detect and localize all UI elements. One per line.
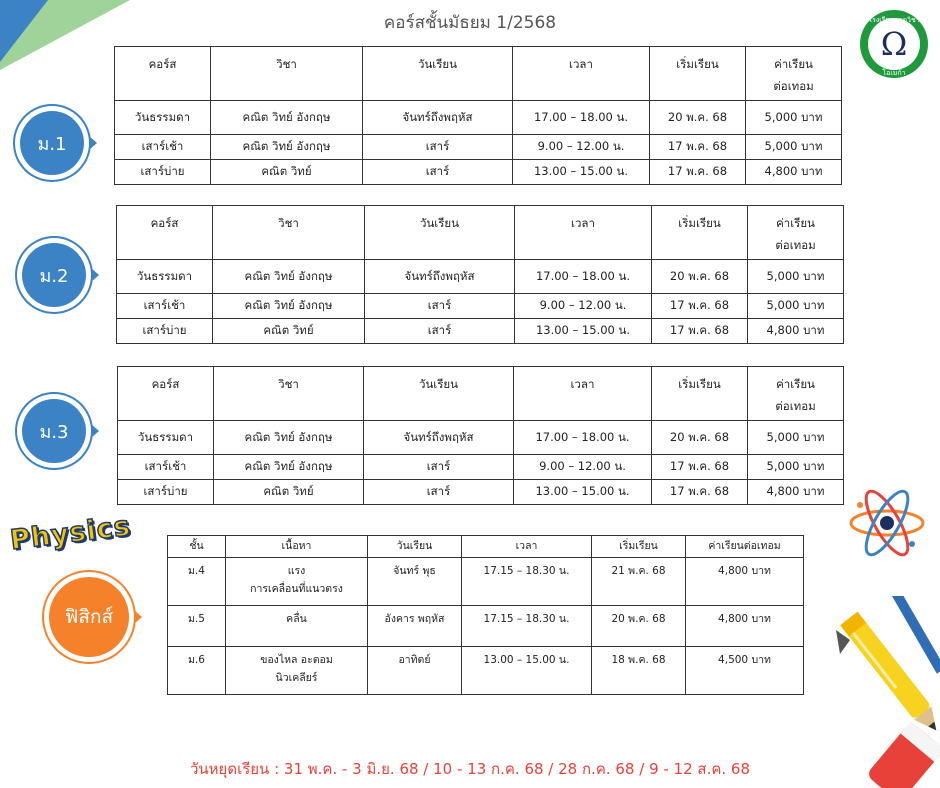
header-start: เริ่มเรียน bbox=[652, 367, 748, 421]
header-course: คอร์ส bbox=[118, 367, 214, 421]
cell: 5,000 บาท bbox=[748, 455, 844, 480]
header-days: วันเรียน bbox=[365, 206, 515, 260]
cell: เสาร์เช้า bbox=[118, 455, 214, 480]
atom-icon bbox=[848, 487, 926, 559]
cell: เสาร์ bbox=[365, 319, 515, 344]
cell: 17 พ.ค. 68 bbox=[652, 455, 748, 480]
cell: 20 พ.ค. 68 bbox=[652, 260, 748, 294]
cell: 4,500 บาท bbox=[686, 647, 804, 695]
cell: 4,800 บาท bbox=[686, 558, 804, 606]
table-row bbox=[168, 647, 804, 695]
schedule-table-m3 bbox=[117, 366, 844, 505]
school-logo bbox=[858, 8, 930, 80]
holiday-notice: วันหยุดเรียน : 31 พ.ค. - 3 มิ.ย. 68 / 10 - 13 ก.ค. 68 / 28 ก.ค. 68 / 9 - 12 ส.ค. 68 bbox=[189, 760, 750, 778]
cell: 20 พ.ค. 68 bbox=[592, 606, 686, 647]
physics-badge: ฟิสิกส์ bbox=[49, 577, 129, 657]
cell: 13.00 – 15.00 น. bbox=[513, 160, 650, 185]
cell: ของไหล อะตอม นิวเคลียร์ bbox=[226, 647, 368, 695]
cell: เสาร์บ่าย bbox=[117, 319, 213, 344]
grade-badge-m1: ม.1 bbox=[20, 111, 84, 175]
table-row bbox=[117, 294, 844, 319]
grade-badge-m2: ม.2 bbox=[22, 243, 86, 307]
table-row bbox=[115, 135, 842, 160]
cell: 4,800 บาท bbox=[686, 606, 804, 647]
cell: 13.00 – 15.00 น. bbox=[462, 647, 592, 695]
cell: วันธรรมดา bbox=[117, 260, 213, 294]
header-course: คอร์ส bbox=[117, 206, 213, 260]
cell: เสาร์เช้า bbox=[117, 294, 213, 319]
page-title: คอร์สชั้นมัธยม 1/2568 bbox=[383, 13, 557, 33]
cell: วันธรรมดา bbox=[115, 101, 211, 135]
cell: 17 พ.ค. 68 bbox=[650, 135, 746, 160]
header-fee: ค่าเรียน ต่อเทอม bbox=[748, 367, 844, 421]
cell: อาทิตย์ bbox=[368, 647, 462, 695]
cell: คณิต วิทย์ อังกฤษ bbox=[213, 294, 365, 319]
cell: เสาร์ bbox=[363, 135, 513, 160]
cell: คลื่น bbox=[226, 606, 368, 647]
cell: 17.00 – 18.00 น. bbox=[513, 101, 650, 135]
table-row bbox=[117, 260, 844, 294]
cell: คณิต วิทย์ อังกฤษ bbox=[211, 135, 363, 160]
cell: 17 พ.ค. 68 bbox=[650, 160, 746, 185]
header-course: คอร์ส bbox=[115, 47, 211, 101]
cell: 13.00 – 15.00 น. bbox=[514, 480, 652, 505]
cell: 5,000 บาท bbox=[748, 421, 844, 455]
header-subject: วิชา bbox=[211, 47, 363, 101]
logo-bottom-text: โอเมก้า bbox=[882, 69, 906, 77]
cell: คณิต วิทย์ bbox=[211, 160, 363, 185]
physics-table bbox=[167, 535, 804, 695]
header-fee: ค่าเรียน ต่อเทอม bbox=[746, 47, 842, 101]
table-row bbox=[118, 480, 844, 505]
header-subject: วิชา bbox=[214, 367, 364, 421]
cell: จันทร์ พุธ bbox=[368, 558, 462, 606]
cell: วันธรรมดา bbox=[118, 421, 214, 455]
header-start: เริ่มเรียน bbox=[592, 536, 686, 558]
header-time: เวลา bbox=[513, 47, 650, 101]
header-grade: ชั้น bbox=[168, 536, 226, 558]
cell: เสาร์เช้า bbox=[115, 135, 211, 160]
cell: 21 พ.ค. 68 bbox=[592, 558, 686, 606]
cell: 20 พ.ค. 68 bbox=[650, 101, 746, 135]
table-row bbox=[115, 101, 842, 135]
cell: 5,000 บาท bbox=[748, 294, 844, 319]
header-start: เริ่มเรียน bbox=[650, 47, 746, 101]
table-row bbox=[117, 319, 844, 344]
cell: คณิต วิทย์ อังกฤษ bbox=[214, 455, 364, 480]
header-days: วันเรียน bbox=[363, 47, 513, 101]
cell: 13.00 – 15.00 น. bbox=[515, 319, 652, 344]
cell: คณิต วิทย์ bbox=[214, 480, 364, 505]
cell: 9.00 – 12.00 น. bbox=[515, 294, 652, 319]
cell: คณิต วิทย์ bbox=[213, 319, 365, 344]
cell: คณิต วิทย์ อังกฤษ bbox=[214, 421, 364, 455]
cell: 4,800 บาท bbox=[748, 319, 844, 344]
logo-symbol: Ω bbox=[880, 25, 908, 63]
header-content: เนื้อหา bbox=[226, 536, 368, 558]
cell: 17.15 – 18.30 น. bbox=[462, 558, 592, 606]
table-row bbox=[168, 606, 804, 647]
cell: 17 พ.ค. 68 bbox=[652, 319, 748, 344]
cell: 17.00 – 18.00 น. bbox=[514, 421, 652, 455]
schedule-table-m1 bbox=[114, 46, 842, 185]
cell: 5,000 บาท bbox=[746, 135, 842, 160]
cell: ม.5 bbox=[168, 606, 226, 647]
cell: 9.00 – 12.00 น. bbox=[514, 455, 652, 480]
header-days: วันเรียน bbox=[364, 367, 514, 421]
cell: เสาร์ bbox=[364, 480, 514, 505]
cell: เสาร์ bbox=[364, 455, 514, 480]
cell: 5,000 บาท bbox=[748, 260, 844, 294]
cell: 9.00 – 12.00 น. bbox=[513, 135, 650, 160]
cell: จันทร์ถึงพฤหัส bbox=[365, 260, 515, 294]
header-time: เวลา bbox=[514, 367, 652, 421]
cell: ม.4 bbox=[168, 558, 226, 606]
header-fee: ค่าเรียน ต่อเทอม bbox=[748, 206, 844, 260]
cell: เสาร์บ่าย bbox=[115, 160, 211, 185]
cell: คณิต วิทย์ อังกฤษ bbox=[211, 101, 363, 135]
physics-logo: Physics bbox=[8, 510, 133, 557]
cell: จันทร์ถึงพฤหัส bbox=[363, 101, 513, 135]
header-time: เวลา bbox=[515, 206, 652, 260]
cell: จันทร์ถึงพฤหัส bbox=[364, 421, 514, 455]
cell: 4,800 บาท bbox=[748, 480, 844, 505]
cell: 20 พ.ค. 68 bbox=[652, 421, 748, 455]
header-fee: ค่าเรียนต่อเทอม bbox=[686, 536, 804, 558]
table-row bbox=[168, 558, 804, 606]
logo-top-text: โรงเรียนกวดวิชา bbox=[868, 16, 920, 24]
cell: อังคาร พฤหัส bbox=[368, 606, 462, 647]
cell: เสาร์บ่าย bbox=[118, 480, 214, 505]
cell: 18 พ.ค. 68 bbox=[592, 647, 686, 695]
table-row bbox=[118, 455, 844, 480]
cell: ม.6 bbox=[168, 647, 226, 695]
grade-badge-m3: ม.3 bbox=[22, 399, 86, 463]
table-row bbox=[118, 421, 844, 455]
cell: 4,800 บาท bbox=[746, 160, 842, 185]
cell: 17.15 – 18.30 น. bbox=[462, 606, 592, 647]
cell: 17.00 – 18.00 น. bbox=[515, 260, 652, 294]
cell: แรง การเคลื่อนที่แนวตรง bbox=[226, 558, 368, 606]
header-start: เริ่มเรียน bbox=[652, 206, 748, 260]
cell: 5,000 บาท bbox=[746, 101, 842, 135]
header-subject: วิชา bbox=[213, 206, 365, 260]
cell: คณิต วิทย์ อังกฤษ bbox=[213, 260, 365, 294]
cell: 17 พ.ค. 68 bbox=[652, 294, 748, 319]
cell: 17 พ.ค. 68 bbox=[652, 480, 748, 505]
schedule-table-m2 bbox=[116, 205, 844, 344]
table-row bbox=[115, 160, 842, 185]
header-days: วันเรียน bbox=[368, 536, 462, 558]
cell: เสาร์ bbox=[365, 294, 515, 319]
header-time: เวลา bbox=[462, 536, 592, 558]
cell: เสาร์ bbox=[363, 160, 513, 185]
